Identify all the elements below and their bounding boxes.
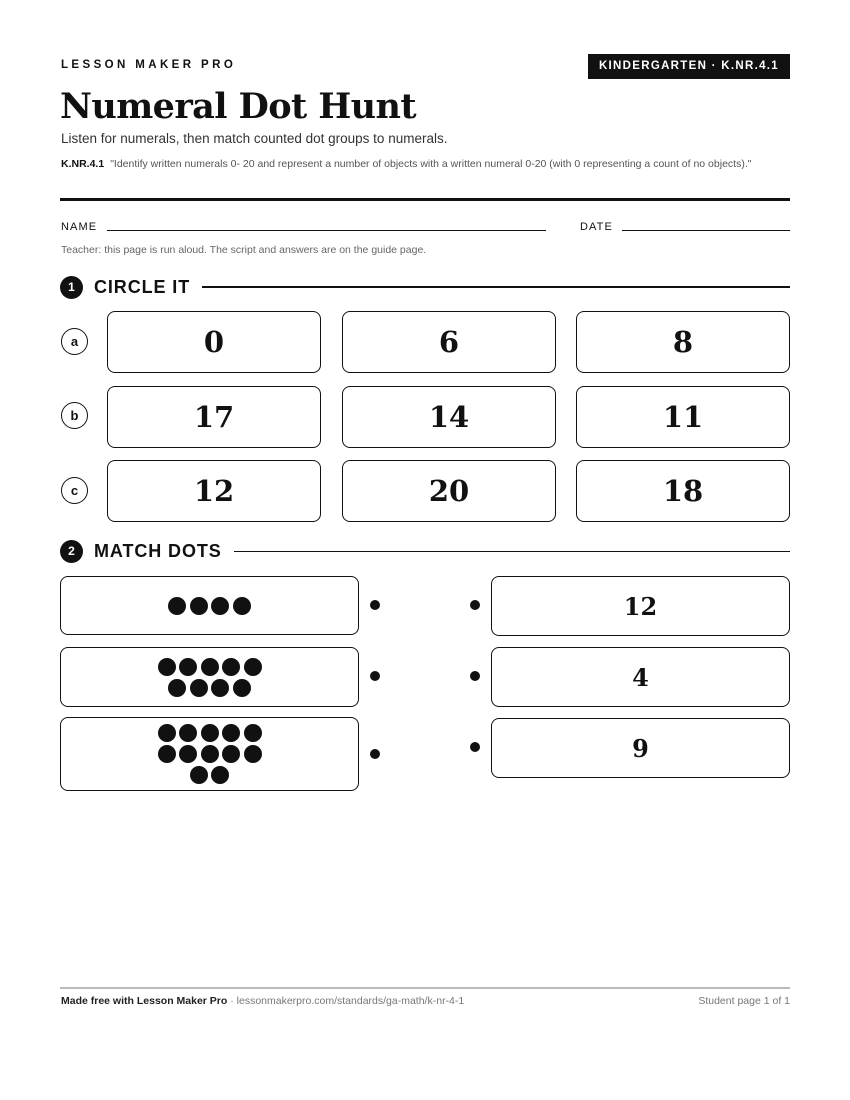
match-numeral-card: 4 [491, 647, 790, 707]
section-number-badge: 2 [60, 540, 83, 563]
dot-row [158, 658, 262, 676]
numeral-choice[interactable]: 17 [107, 386, 321, 448]
dot-row [158, 745, 262, 763]
match-endpoint-right[interactable] [470, 671, 480, 681]
match-numeral-card: 9 [491, 718, 790, 778]
numeral-choice[interactable]: 20 [342, 460, 556, 522]
count-dot [201, 658, 219, 676]
count-dot [222, 724, 240, 742]
count-dot [168, 679, 186, 697]
count-dot [179, 745, 197, 763]
date-field[interactable] [622, 230, 790, 231]
standard-code: K.NR.4.1 [61, 158, 105, 170]
match-endpoint-right[interactable] [470, 742, 480, 752]
count-dot [158, 658, 176, 676]
grade-standard-badge: KINDERGARTEN · K.NR.4.1 [588, 54, 790, 79]
numeral-choice[interactable]: 8 [576, 311, 790, 373]
footer-made-with: Made free with Lesson Maker Pro [61, 995, 228, 1007]
match-endpoint-left[interactable] [370, 671, 380, 681]
count-dot [211, 679, 229, 697]
numeral-choice[interactable]: 14 [342, 386, 556, 448]
count-dot [190, 766, 208, 784]
count-dot [244, 658, 262, 676]
row-letter-a: a [61, 328, 88, 355]
section-title: CIRCLE IT [94, 276, 191, 297]
count-dot [201, 745, 219, 763]
numeral-choice[interactable]: 11 [576, 386, 790, 448]
count-dot [222, 658, 240, 676]
numeral-choice[interactable]: 0 [107, 311, 321, 373]
match-numeral-card: 12 [491, 576, 790, 636]
header-divider [60, 198, 790, 201]
count-dot [168, 597, 186, 615]
dot-row [158, 724, 262, 742]
date-label: DATE [580, 221, 613, 233]
section-match-dots-header [60, 538, 790, 564]
count-dot [158, 724, 176, 742]
standard-text: "Identify written numerals 0- 20 and represent a number of objects with a written numeral 0-20 (with 0 representing a count of no objects)." [110, 158, 752, 170]
dot-group-card [60, 576, 359, 635]
section-circle-it-header [60, 274, 790, 300]
section-number-badge: 1 [60, 276, 83, 299]
match-endpoint-left[interactable] [370, 600, 380, 610]
count-dot [244, 724, 262, 742]
match-endpoint-right[interactable] [470, 600, 480, 610]
numeral-choice[interactable]: 12 [107, 460, 321, 522]
count-dot [179, 658, 197, 676]
count-dot [190, 597, 208, 615]
footer-credit [61, 995, 464, 1007]
match-endpoint-left[interactable] [370, 749, 380, 759]
dot-group-card [60, 717, 359, 791]
footer-url: · lessonmakerpro.com/standards/ga-math/k-nr-4-1 [227, 995, 465, 1007]
name-label: NAME [61, 221, 98, 233]
footer-page-number: Student page 1 of 1 [698, 995, 790, 1007]
section-title: MATCH DOTS [94, 540, 222, 561]
teacher-note: Teacher: this page is run aloud. The script and answers are on the guide page. [61, 244, 427, 256]
count-dot [211, 766, 229, 784]
row-letter-c: c [61, 477, 88, 504]
count-dot [222, 745, 240, 763]
count-dot [190, 679, 208, 697]
dot-row [168, 679, 251, 697]
worksheet-subtitle: Listen for numerals, then match counted dot groups to numerals. [61, 131, 448, 146]
dot-row [168, 597, 251, 615]
section-divider [202, 286, 790, 288]
count-dot [201, 724, 219, 742]
section-divider [234, 551, 790, 552]
count-dot [158, 745, 176, 763]
count-dot [244, 745, 262, 763]
name-field[interactable] [107, 230, 546, 231]
dot-group-card [60, 647, 359, 707]
count-dot [233, 597, 251, 615]
numeral-choice[interactable]: 18 [576, 460, 790, 522]
count-dot [211, 597, 229, 615]
count-dot [179, 724, 197, 742]
footer-divider [60, 987, 790, 989]
dot-row [190, 766, 230, 784]
standard-description [61, 156, 781, 172]
worksheet-title: Numeral Dot Hunt [60, 86, 416, 127]
numeral-choice[interactable]: 6 [342, 311, 556, 373]
brand-name: LESSON MAKER PRO [61, 59, 237, 71]
count-dot [233, 679, 251, 697]
row-letter-b: b [61, 402, 88, 429]
